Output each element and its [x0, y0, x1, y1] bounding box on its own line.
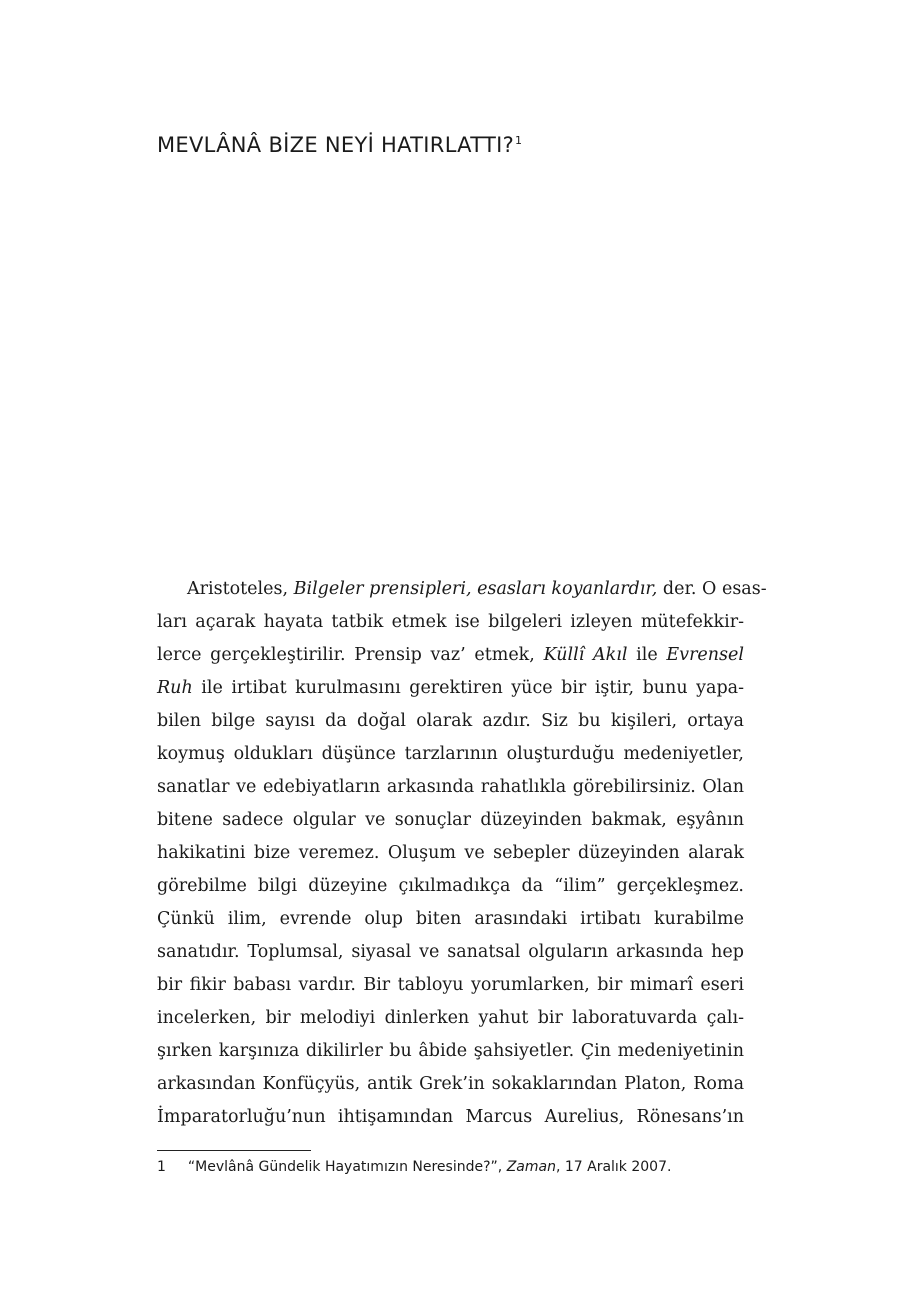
italic-text: Bilgeler prensipleri, esasları koyanlardır,: [293, 579, 658, 599]
text-line: [157, 705, 744, 738]
text-run: , 17 Aralık 2007.: [555, 1159, 672, 1175]
text-run: sanatlar ve edebiyatların arkasında rahatlıkla görebilirsiniz. Olan: [157, 777, 744, 797]
text-run: incelerken, bir melodiyi dinlerken yahut bir laboratuvarda çalı-: [157, 1008, 744, 1028]
text-run: ları açarak hayata tatbik etmek ise bilgeleri izleyen mütefekkir-: [157, 612, 744, 632]
footnote-text: [188, 1159, 672, 1175]
text-line: [157, 870, 744, 903]
text-run: bitene sadece olgular ve sonuçlar düzeyinden bakmak, eşyânın: [157, 810, 744, 830]
text-run: ile irtibat kurulmasını gerektiren yüce bir iştir, bunu yapa-: [192, 678, 744, 698]
text-line: [157, 837, 744, 870]
body-paragraph: [157, 573, 767, 1134]
text-run: ile: [627, 645, 667, 665]
text-run: hakikatini bize veremez. Oluşum ve sebepler düzeyinden alarak: [157, 843, 744, 863]
text-line: [157, 771, 744, 804]
text-run: İmparatorluğu’nun ihtişamından Marcus Aurelius, Rönesans’ın: [157, 1107, 744, 1127]
text-run: der. O esas-: [657, 579, 767, 599]
text-line: [157, 639, 744, 672]
footnote: [157, 1159, 671, 1175]
text-run: bilen bilge sayısı da doğal olarak azdır. Siz bu kişileri, ortaya: [157, 711, 744, 731]
text-line: [157, 804, 744, 837]
text-line: [157, 936, 744, 969]
text-line: [157, 1002, 744, 1035]
text-line: [157, 738, 744, 771]
text-run: görebilme bilgi düzeyine çıkılmadıkça da “ilim” gerçekleşmez.: [157, 876, 744, 896]
text-run: şırken karşınıza dikilirler bu âbide şahsiyetler. Çin medeniyetinin: [157, 1041, 744, 1061]
text-run: Aristoteles,: [187, 579, 294, 599]
text-line: [157, 606, 744, 639]
text-line: [157, 969, 744, 1002]
text-line: [157, 573, 767, 606]
text-run: Çünkü ilim, evrende olup biten arasındaki irtibatı kurabilme: [157, 909, 744, 929]
text-line: [157, 672, 744, 705]
text-line: [157, 1101, 744, 1134]
text-run: koymuş oldukları düşünce tarzlarının oluşturduğu medeniyetler,: [157, 744, 744, 764]
text-run: bir fikir babası vardır. Bir tabloyu yorumlarken, bir mimarî eseri: [157, 975, 744, 995]
text-line: [157, 1035, 744, 1068]
text-line: [157, 903, 744, 936]
italic-text: Zaman: [506, 1159, 556, 1175]
chapter-title: [157, 133, 522, 157]
text-run: sanatıdır. Toplumsal, siyasal ve sanatsal olguların arkasında hep: [157, 942, 744, 962]
text-run: lerce gerçekleştirilir. Prensip vaz’ etmek,: [157, 645, 544, 665]
chapter-title-text: MEVLÂNÂ BİZE NEYİ HATIRLATTI?: [157, 133, 515, 157]
text-line: [157, 1068, 744, 1101]
footnote-reference: 1: [515, 134, 523, 147]
italic-text: Ruh: [157, 678, 193, 698]
italic-text: Evrensel: [666, 645, 744, 665]
text-run: arkasından Konfüçyüs, antik Grek’in sokaklarından Platon, Roma: [157, 1074, 744, 1094]
italic-text: Küllî Akıl: [543, 645, 628, 665]
footnote-divider: [157, 1150, 311, 1151]
footnote-number: 1: [157, 1159, 166, 1175]
text-run: “Mevlânâ Gündelik Hayatımızın Neresinde?”,: [187, 1159, 507, 1175]
